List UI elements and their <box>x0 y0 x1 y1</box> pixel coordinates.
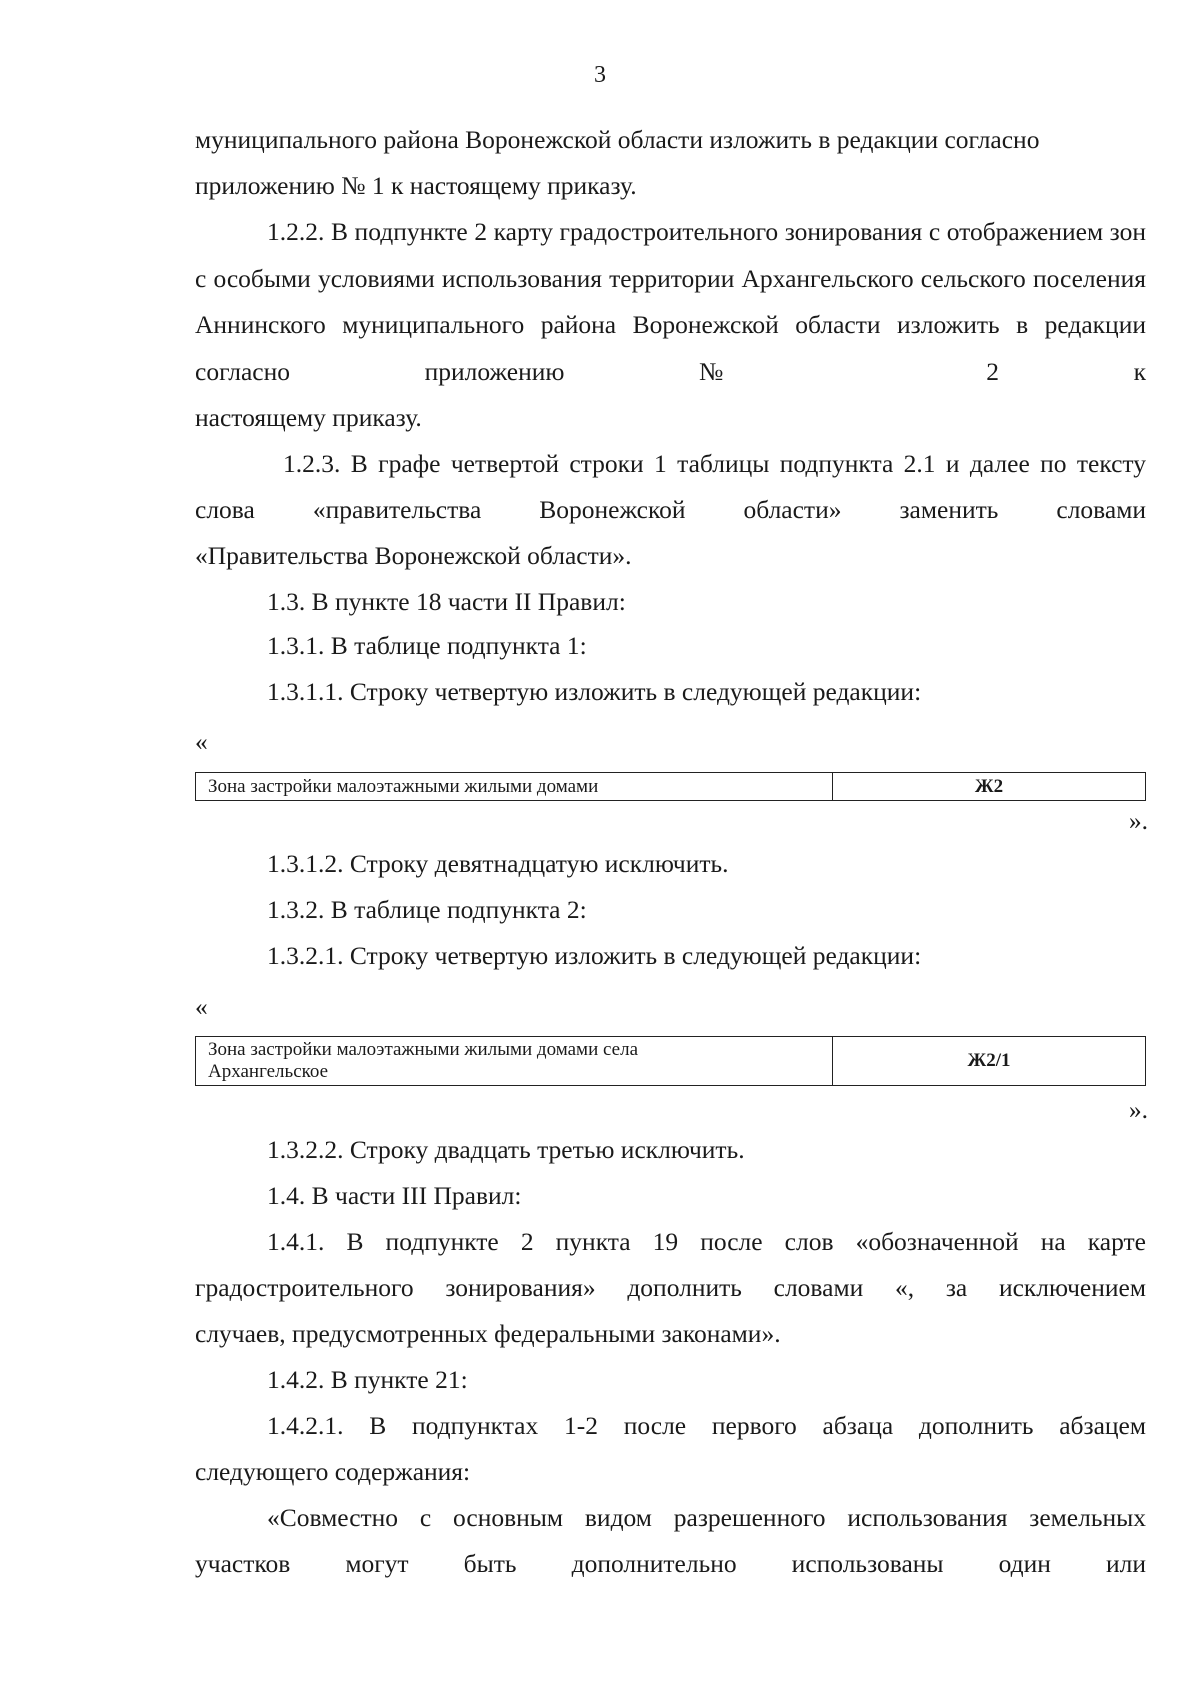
zone-name-cell: Зона застройки малоэтажными жилыми домами <box>196 773 833 801</box>
table-row <box>196 773 1146 801</box>
paragraph: случаев, предусмотренных федеральными законами». <box>195 1319 781 1348</box>
paragraph: 1.4.2. В пункте 21: <box>267 1365 468 1394</box>
paragraph: настоящему приказу. <box>195 403 422 432</box>
quote-close-1: ». <box>1128 806 1148 835</box>
paragraph: 1.4.2.1. В подпунктах 1-2 после первого абзаца дополнить абзацем <box>267 1411 1146 1440</box>
paragraph: 1.3.2. В таблице подпункта 2: <box>267 895 587 924</box>
zone-table-1 <box>195 772 1146 801</box>
paragraph: 1.4. В части III Правил: <box>267 1181 522 1210</box>
paragraph: 1.3.1.2. Строку девятнадцатую исключить. <box>267 849 729 878</box>
quote-open-1: « <box>195 727 208 756</box>
paragraph: 1.3. В пункте 18 части II Правил: <box>267 587 626 616</box>
zone-code-cell: Ж2 <box>833 773 1146 801</box>
paragraph: 1.2.2. В подпункте 2 карту градостроительного зонирования с отображением зон с особыми условиями использования территории Архангельского сельского поселения Аннинского муниципального района Воронежской области изложить в редакции согласно приложению № 2 к <box>195 217 1146 386</box>
zone-name-line: Зона застройки малоэтажными жилыми домами села <box>208 1039 638 1060</box>
paragraph: 1.4.1. В подпункте 2 пункта 19 после слов «обозначенной на карте градостроительного зонирования» дополнить словами «, за исключением <box>195 1227 1146 1302</box>
zone-code-cell: Ж2/1 <box>833 1037 1146 1086</box>
paragraph: 1.3.2.1. Строку четвертую изложить в следующей редакции: <box>267 941 922 970</box>
paragraph: следующего содержания: <box>195 1457 471 1486</box>
page-number: 3 <box>594 62 606 88</box>
paragraph: муниципального района Воронежской области изложить в редакции согласно <box>195 125 1040 154</box>
paragraph: 1.2.3. В графе четвертой строки 1 таблицы подпункта 2.1 и далее по тексту слова «правительства Воронежской области» заменить словами <box>195 449 1146 524</box>
paragraph: приложению № 1 к настоящему приказу. <box>195 171 637 200</box>
paragraph: 1.3.2.2. Строку двадцать третью исключить. <box>267 1135 745 1164</box>
zone-table-2 <box>195 1036 1146 1086</box>
quote-close-2: ». <box>1128 1095 1148 1124</box>
zone-name-line: Архангельское <box>208 1061 329 1082</box>
zone-name-cell <box>196 1037 833 1086</box>
table-row <box>196 1037 1146 1086</box>
paragraph: «Правительства Воронежской области». <box>195 541 632 570</box>
paragraph: 1.3.1.1. Строку четвертую изложить в следующей редакции: <box>267 677 922 706</box>
quote-open-2: « <box>195 992 208 1021</box>
paragraph: 1.3.1. В таблице подпункта 1: <box>267 631 587 660</box>
paragraph: «Совместно с основным видом разрешенного использования земельных участков могут быть дополнительно использованы один или <box>195 1503 1146 1578</box>
